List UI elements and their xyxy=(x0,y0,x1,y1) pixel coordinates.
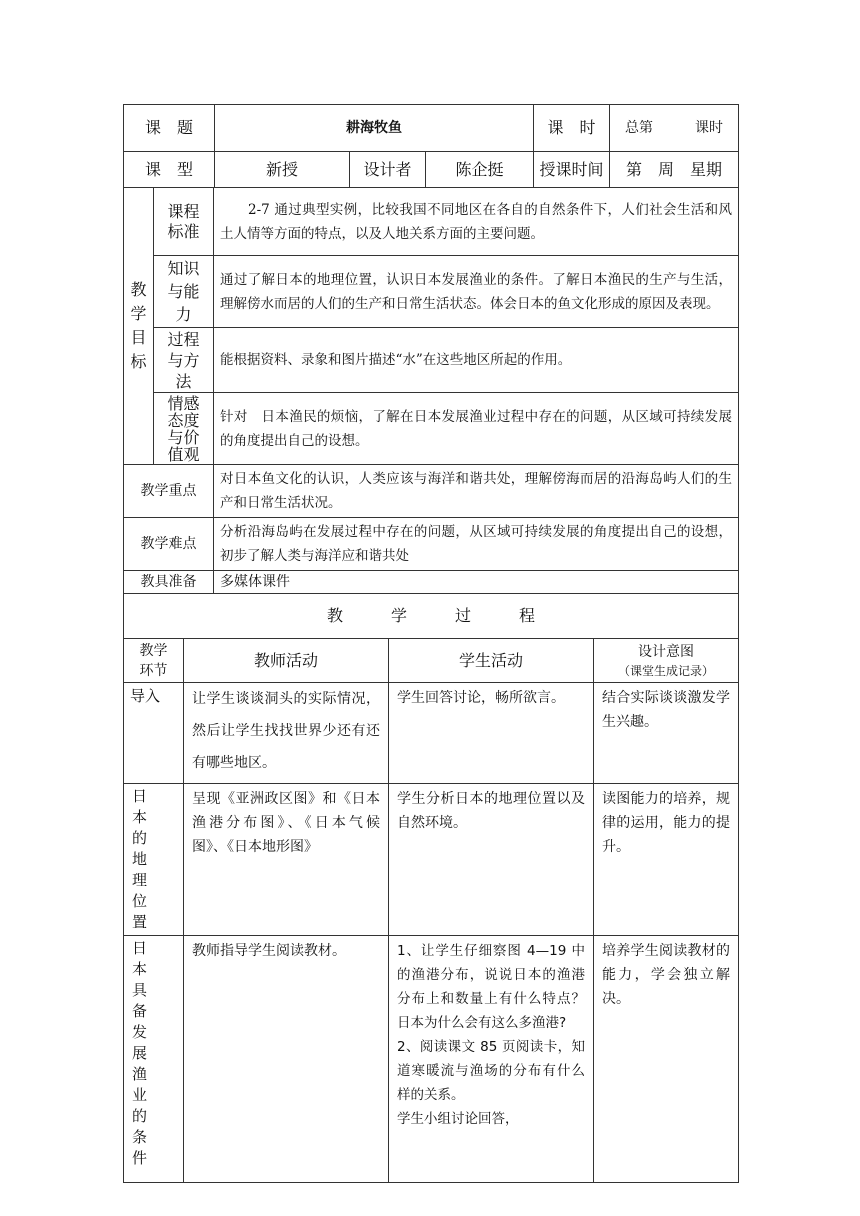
goal-text-knowledge: 通过了解日本的地理位置，认识日本发展渔业的条件。了解日本渔民的生产与生活，理解傍水而居的人们的生产和日常生活状态。体会日本的鱼文化形成的原因及表现。 xyxy=(214,256,739,328)
teacher-intro: 让学生谈谈洞头的实际情况，然后让学生找找世界少还有还有哪些地区。 xyxy=(184,683,389,784)
key-points-label: 教学重点 xyxy=(124,465,214,518)
time-label: 授课时间 xyxy=(534,152,610,188)
key-points-text: 对日本鱼文化的认识，人类应该与海洋和谐共处，理解傍海而居的沿海岛屿人们的生产和日常生活状况。 xyxy=(214,465,739,518)
goals-label: 教学目标 xyxy=(124,188,154,465)
col-intent xyxy=(594,639,739,683)
process-table xyxy=(123,638,739,1183)
goals-table xyxy=(123,187,739,465)
designer-label: 设计者 xyxy=(350,152,426,188)
topic-label: 课 题 xyxy=(124,105,215,152)
goal-label-process: 过程与方法 xyxy=(154,328,214,393)
process-title: 教 学 过 程 xyxy=(124,594,739,639)
student-intro: 学生回答讨论，畅所欲言。 xyxy=(389,683,594,784)
col-student: 学生活动 xyxy=(389,639,594,683)
intent-intro: 结合实际谈谈激发学生兴趣。 xyxy=(594,683,739,784)
difficult-points-text: 分析沿海岛屿在发展过程中存在的问题，从区域可持续发展的角度提出自己的设想，初步了解人类与海洋应和谐共处 xyxy=(214,518,739,571)
goal-text-standard: 2-7 通过典型实例，比较我国不同地区在各自的自然条件下，人们社会生活和风土人情等方面的特点，以及人地关系方面的主要问题。 xyxy=(214,188,739,256)
teacher-location: 呈现《亚洲政区图》和《日本渔港分布图》、《日本气候图》、《日本地形图》 xyxy=(184,784,389,936)
col-intent-note: （课堂生成记录） xyxy=(617,663,714,678)
period-label: 课 时 xyxy=(534,105,610,152)
header-table xyxy=(123,104,739,188)
stage-conditions xyxy=(124,936,184,1183)
goal-label-knowledge: 知识与能力 xyxy=(154,256,214,328)
materials-text: 多媒体课件 xyxy=(214,571,739,594)
difficult-points-label: 教学难点 xyxy=(124,518,214,571)
student-location: 学生分析日本的地理位置以及自然环境。 xyxy=(389,784,594,936)
goal-label-standard: 课程标准 xyxy=(154,188,214,256)
intent-location: 读图能力的培养，规律的运用，能力的提升。 xyxy=(594,784,739,936)
table-row xyxy=(124,683,739,784)
table-row xyxy=(124,936,739,1183)
student-conditions: 1、让学生仔细察图 4—19 中的渔港分布，说说日本的渔港分布上和数量上有什么特点？日本为什么会有这么多渔港? 2、阅读课文 85 页阅读卡，知道寒暖流与渔场的分布有什么样的关系。 学生小组讨论回答， xyxy=(389,936,594,1183)
col-intent-title: 设计意图 xyxy=(638,643,694,660)
period-value: 总第 课时 xyxy=(610,105,739,152)
lesson-plan xyxy=(123,104,738,1183)
col-stage: 教学环节 xyxy=(124,639,184,683)
stage-intro: 导入 xyxy=(124,683,184,784)
goal-text-emotion: 针对 日本渔民的烦恼，了解在日本发展渔业过程中存在的问题，从区域可持续发展的角度提出自己的设想。 xyxy=(214,393,739,465)
designer-value: 陈企挺 xyxy=(426,152,534,188)
stage-location-text: 日本的地理位置 xyxy=(132,787,161,931)
goal-label-emotion: 情感态度与价值观 xyxy=(154,393,214,465)
col-teacher: 教师活动 xyxy=(184,639,389,683)
points-table xyxy=(123,464,739,639)
table-row xyxy=(124,784,739,936)
teacher-conditions: 教师指导学生阅读教材。 xyxy=(184,936,389,1183)
type-label: 课 型 xyxy=(124,152,215,188)
goal-text-process: 能根据资料、录象和图片描述“水”在这些地区所起的作用。 xyxy=(214,328,739,393)
type-value: 新授 xyxy=(215,152,350,188)
materials-label: 教具准备 xyxy=(124,571,214,594)
stage-conditions-text: 日本具备发展渔业的条件 xyxy=(132,939,161,1167)
intent-conditions: 培养学生阅读教材的能力，学会独立解决。 xyxy=(594,936,739,1183)
topic-value: 耕海牧鱼 xyxy=(215,105,534,152)
time-value: 第 周 星期 xyxy=(610,152,739,188)
stage-location xyxy=(124,784,184,936)
